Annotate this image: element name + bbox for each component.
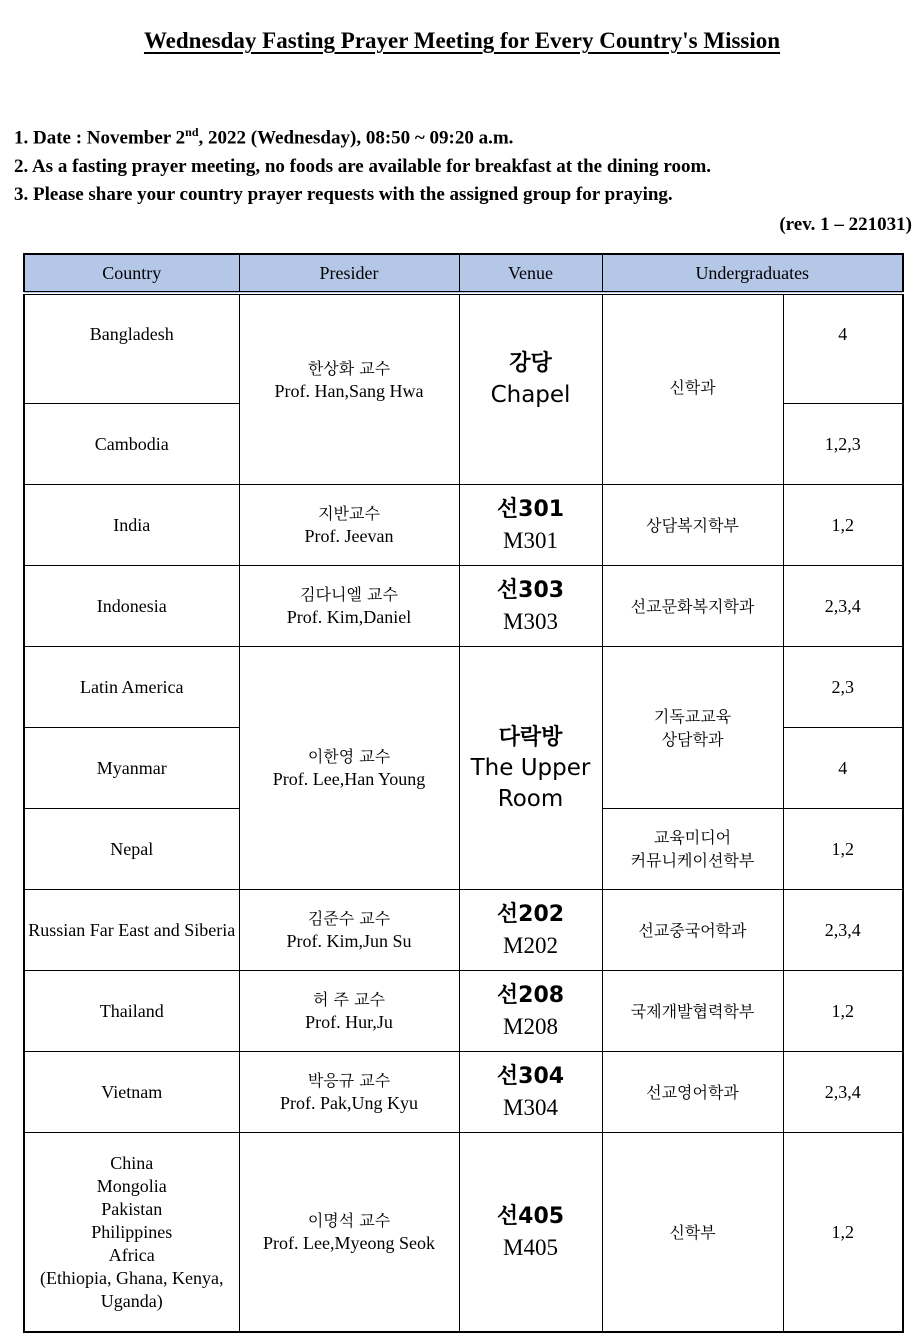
presider-cell: 박응규 교수 Prof. Pak,Ung Kyu (239, 1052, 459, 1133)
presider-cell: 허 주 교수 Prof. Hur,Ju (239, 971, 459, 1052)
department-cell: 선교중국어학과 (602, 890, 783, 971)
department-cell: 신학부 (602, 1133, 783, 1333)
presider-cell: 이한영 교수 Prof. Lee,Han Young (239, 647, 459, 890)
country-cell: Myanmar (24, 728, 239, 809)
header-presider: Presider (239, 254, 459, 293)
note-date: 1. Date : November 2nd, 2022 (Wednesday), 08:50 ~ 09:20 a.m. (14, 125, 514, 149)
venue-cell: 선301 M301 (459, 485, 602, 566)
department-cell: 기독교교육 상담학과 (602, 647, 783, 809)
header-venue: Venue (459, 254, 602, 293)
presider-cell: 지반교수 Prof. Jeevan (239, 485, 459, 566)
years-cell: 1,2 (783, 971, 903, 1052)
years-cell: 2,3,4 (783, 890, 903, 971)
table-row (24, 971, 903, 1052)
table-header-row (24, 254, 903, 293)
years-cell: 1,2 (783, 485, 903, 566)
table-row (24, 1133, 903, 1333)
country-cell: Thailand (24, 971, 239, 1052)
table-row (24, 293, 903, 404)
years-cell: 2,3,4 (783, 1052, 903, 1133)
notes-list (14, 118, 914, 210)
schedule-table (23, 253, 904, 1333)
table-row (24, 485, 903, 566)
country-cell: Vietnam (24, 1052, 239, 1133)
note-share: 3. Please share your country prayer requests with the assigned group for praying. (14, 184, 673, 206)
venue-cell: 선405 M405 (459, 1133, 602, 1333)
country-cell: Bangladesh (24, 293, 239, 404)
table-row (24, 647, 903, 728)
document-title: Wednesday Fasting Prayer Meeting for Every Country's Mission (143, 28, 781, 53)
venue-cell: 선304 M304 (459, 1052, 602, 1133)
years-cell: 1,2 (783, 809, 903, 890)
years-cell: 4 (783, 293, 903, 404)
department-cell: 교육미디어 커뮤니케이션학부 (602, 809, 783, 890)
country-cell: Russian Far East and Siberia (24, 890, 239, 971)
venue-cell: 선208 M208 (459, 971, 602, 1052)
department-cell: 선교영어학과 (602, 1052, 783, 1133)
country-cell: Indonesia (24, 566, 239, 647)
years-cell: 2,3 (783, 647, 903, 728)
country-cell: China Mongolia Pakistan Philippines Africa (Ethiopia, Ghana, Kenya, Uganda) (24, 1133, 239, 1333)
revision-label: (rev. 1 – 221031) (779, 214, 912, 235)
venue-cell: 다락방 The Upper Room (459, 647, 602, 890)
table-row (24, 890, 903, 971)
department-cell: 신학과 (602, 293, 783, 485)
venue-cell: 선202 M202 (459, 890, 602, 971)
years-cell: 1,2,3 (783, 404, 903, 485)
table-row (24, 1052, 903, 1133)
presider-cell: 한상화 교수 Prof. Han,Sang Hwa (239, 293, 459, 485)
country-cell: Nepal (24, 809, 239, 890)
presider-cell: 이명석 교수 Prof. Lee,Myeong Seok (239, 1133, 459, 1333)
presider-cell: 김준수 교수 Prof. Kim,Jun Su (239, 890, 459, 971)
department-cell: 선교문화복지학과 (602, 566, 783, 647)
header-country: Country (24, 254, 239, 293)
header-undergraduates: Undergraduates (602, 254, 903, 293)
department-cell: 상담복지학부 (602, 485, 783, 566)
venue-cell: 강당 Chapel (459, 293, 602, 485)
years-cell: 1,2 (783, 1133, 903, 1333)
years-cell: 4 (783, 728, 903, 809)
note-fasting: 2. As a fasting prayer meeting, no foods are available for breakfast at the dining room. (14, 155, 712, 177)
presider-cell: 김다니엘 교수 Prof. Kim,Daniel (239, 566, 459, 647)
country-cell: Latin America (24, 647, 239, 728)
country-cell: Cambodia (24, 404, 239, 485)
years-cell: 2,3,4 (783, 566, 903, 647)
table-row (24, 566, 903, 647)
department-cell: 국제개발협력학부 (602, 971, 783, 1052)
country-cell: India (24, 485, 239, 566)
venue-cell: 선303 M303 (459, 566, 602, 647)
